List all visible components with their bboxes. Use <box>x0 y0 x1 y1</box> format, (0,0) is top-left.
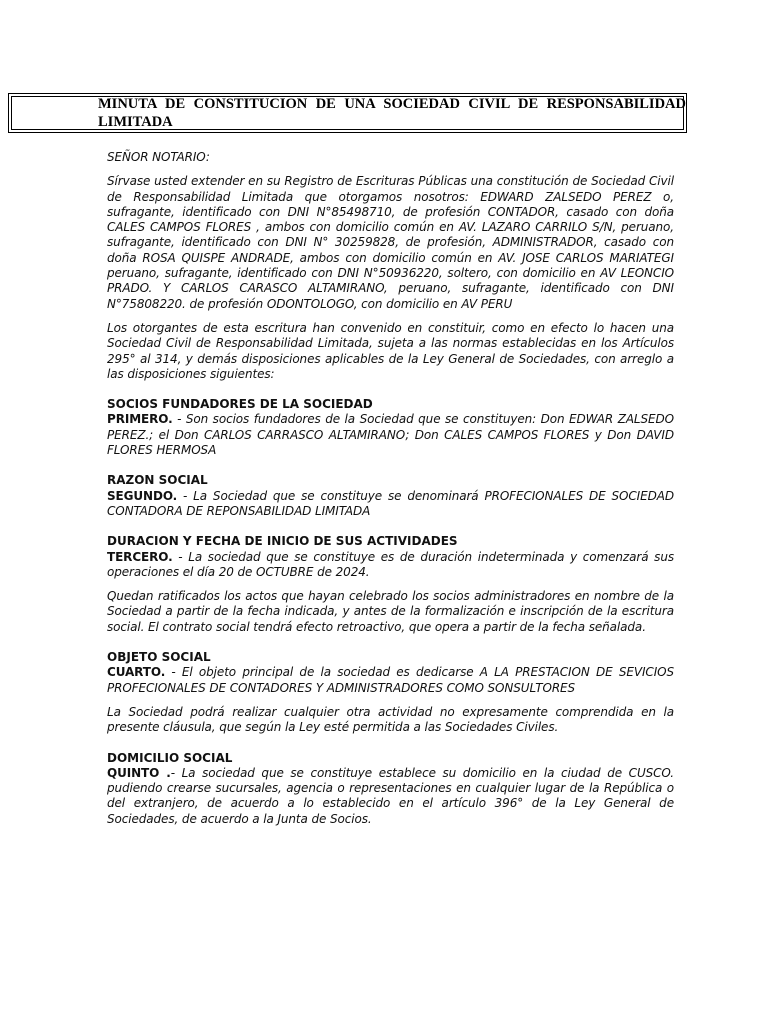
clause-text: - La sociedad que se constituye establece su domicilio en la ciudad de CUSCO. pudiendo crearse sucursales, agencia o representaciones en cualquier lugar de la República o del extranjero, de acuerdo a lo establecido en el artículo 396° de la Ley General de Sociedades, de acuerdo a la Junta de Socios. <box>107 765 674 826</box>
clause-text: - El objeto principal de la sociedad es dedicarse A LA PRESTACION DE SEVICIOS PROFECIONALES DE CONTADORES Y ADMINISTRADORES COMO SONSULTORES <box>107 665 674 695</box>
clause-purpose <box>107 665 674 696</box>
clause-text: - La sociedad que se constituye es de duración indeterminada y comenzará sus operaciones el día 20 de OCTUBRE de 2024. <box>107 549 674 579</box>
section-heading-founders: SOCIOS FUNDADORES DE LA SOCIEDAD <box>107 397 373 412</box>
document-body <box>107 150 674 827</box>
clause-label: QUINTO . <box>107 765 171 780</box>
section-heading-domicile: DOMICILIO SOCIAL <box>107 750 233 765</box>
clause-domicile <box>107 766 674 827</box>
salutation: SEÑOR NOTARIO: <box>107 150 210 164</box>
clause-duration <box>107 550 674 581</box>
duration-extra-paragraph: Quedan ratificados los actos que hayan celebrado los socios administradores en nombre de la Sociedad a partir de la fecha indicada, y antes de la formalización e inscripción de la escritura social. El contrato social tendrá efecto retroactivo, que opera a partir de la fecha señalada. <box>107 589 674 634</box>
section-heading-purpose: OBJETO SOCIAL <box>107 650 211 665</box>
clause-label: SEGUNDO. <box>107 488 178 503</box>
document-title: MINUTA DE CONSTITUCION DE UNA SOCIEDAD CIVIL DE RESPONSABILIDAD LIMITADA <box>98 96 686 130</box>
clause-text: - Son socios fundadores de la Sociedad que se constituyen: Don EDWAR ZALSEDO PEREZ.; el Don CARLOS CARRASCO ALTAMIRANO; Don CALES CAMPOS FLORES y Don DAVID FLORES HERMOSA <box>107 412 674 458</box>
clause-label: PRIMERO. <box>107 412 173 427</box>
section-heading-duration: DURACION Y FECHA DE INICIO DE SUS ACTIVIDADES <box>107 534 458 549</box>
clause-founders <box>107 412 674 458</box>
clause-label: CUARTO. <box>107 665 166 680</box>
clause-name <box>107 489 674 520</box>
intro-paragraph: Sírvase usted extender en su Registro de Escrituras Públicas una constitución de Sociedad Civil de Responsabilidad Limitada que otorgamos nosotros: EDWARD ZALSEDO PEREZ o, sufragante, identificado con DNI N°85498710, de profesión CONTADOR, casado con doña CALES CAMPOS FLORES , ambos con domicilio común en AV. LAZARO CARRILO S/N, peruano, sufragante, identificado con DNI N° 30259828, de profesión, ADMINISTRADOR, casado con doña ROSA QUISPE ANDRADE, ambos con domicilio común en AV. JOSE CARLOS MARIATEGI peruano, sufragante, identificado con DNI N°50936220, soltero, con domicilio en AV LEONCIO PRADO. Y CARLOS CARASCO ALTAMIRANO, peruano, sufragante, identificado con DNI N°75808220. de profesión ODONTOLOGO, con domicilio en AV PERU <box>107 174 674 311</box>
purpose-extra-paragraph: La Sociedad podrá realizar cualquier otra actividad no expresamente comprendida en la presente cláusula, que según la Ley esté permitida a las Sociedades Civiles. <box>107 704 674 735</box>
clause-text: - La Sociedad que se constituye se denominará PROFECIONALES DE SOCIEDAD CONTADORA DE REPONSABILIDAD LIMITADA <box>107 488 674 518</box>
section-heading-name: RAZON SOCIAL <box>107 473 208 488</box>
agreement-paragraph: Los otorgantes de esta escritura han convenido en constituir, como en efecto lo hacen una Sociedad Civil de Responsabilidad Limitada, sujeta a las normas establecidas en los Artículos 295° al 314, y demás disposiciones aplicables de la Ley General de Sociedades, con arreglo a las disposiciones siguientes: <box>107 320 674 381</box>
clause-label: TERCERO. <box>107 549 173 564</box>
